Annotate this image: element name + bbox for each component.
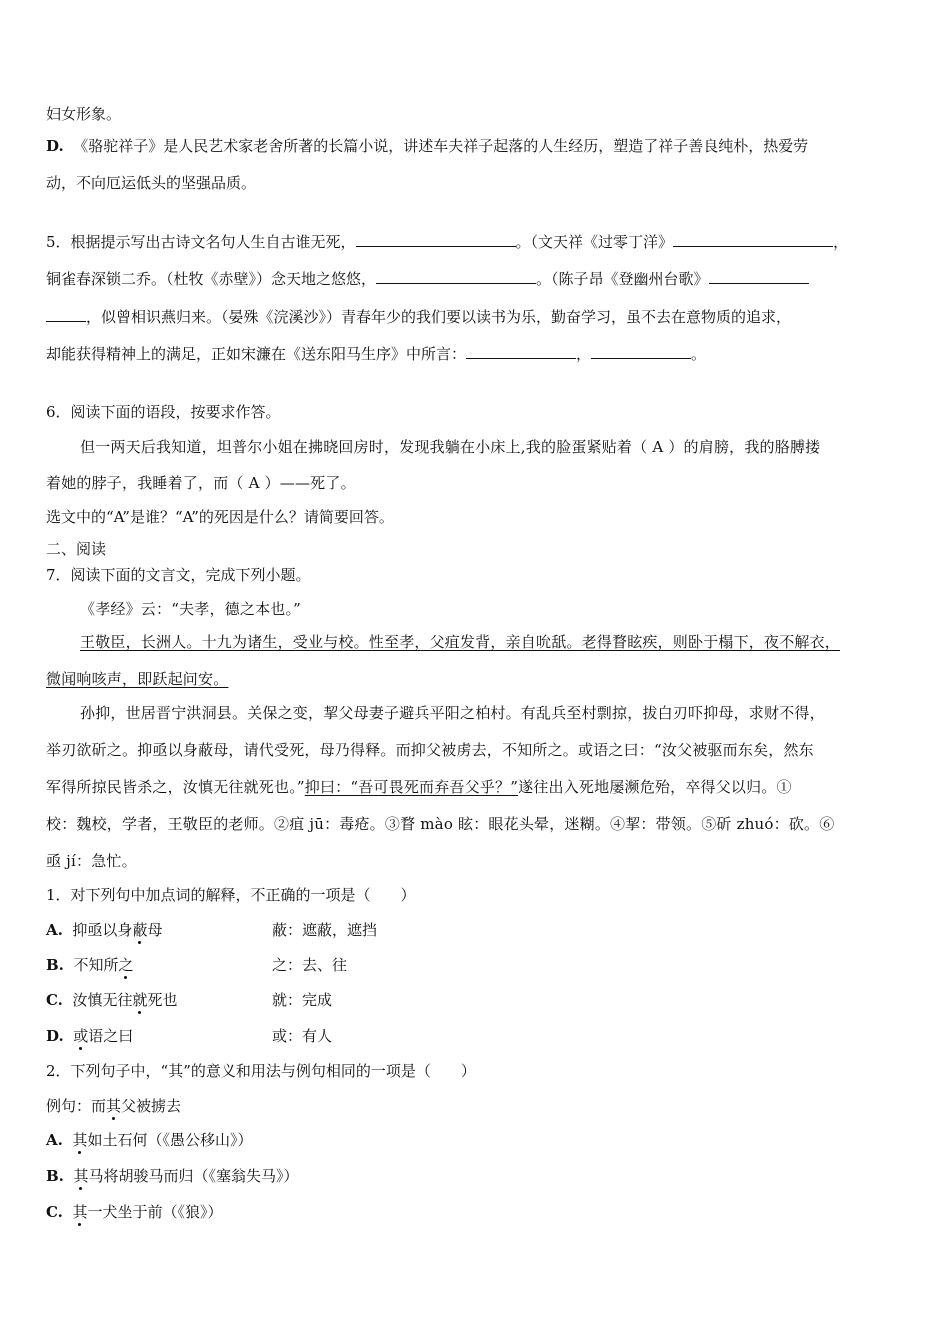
option-d-line: D. 《骆驼祥子》是人民艺术家老舍所著的长篇小说，讲述车夫祥子起落的人生经历，塑造了祥子善良纯朴，热爱劳 xyxy=(46,137,809,155)
answer-blank[interactable] xyxy=(673,231,833,247)
q6-question: 选文中的“A”是谁？“A”的死因是什么？请简要回答。 xyxy=(46,508,394,526)
option-b[interactable]: B. 其马将胡骏马而归（《塞翁失马》） xyxy=(46,1167,299,1185)
answer-blank[interactable] xyxy=(376,268,536,284)
section-heading: 二、阅读 xyxy=(46,540,107,558)
passage-line: 王敬臣，长洲人。十九为诸生，受业与校。性至孝，父疽发背，亲自吮舐。老得瞀眩疾，则卧于榻下，夜不解衣， xyxy=(80,633,841,651)
text-line: 妇女形象。 xyxy=(46,105,122,123)
answer-blank[interactable] xyxy=(466,343,576,359)
footnote-line: 亟 jí：急忙。 xyxy=(46,852,137,870)
passage-line: 微闻响咳声，即跃起问安。 xyxy=(46,670,229,688)
option-d[interactable]: D. 或语之曰 或：有人 xyxy=(46,1027,333,1045)
text-line: 动，不向厄运低头的坚强品质。 xyxy=(46,174,257,192)
passage-line: 举刃欲斫之。抑亟以身蔽母，请代受死，母乃得释。而抑父被虏去，不知所之。或语之曰：“汝父被驱而东矣，然东 xyxy=(46,741,814,759)
answer-blank[interactable] xyxy=(356,231,516,247)
option-a[interactable]: A. 抑亟以身蔽母 蔽：遮蔽，遮挡 xyxy=(46,921,378,939)
q6-title: 6．阅读下面的语段，按要求作答。 xyxy=(46,403,281,421)
q5-line-4: 却能获得精神上的满足，正如宋濂在《送东阳马生序》中所言： ， 。 xyxy=(46,345,707,363)
option-c[interactable]: C. 其一犬坐于前（《狼》） xyxy=(46,1203,223,1221)
q5-line-1: 5．根据提示写出古诗文名句人生自古谁无死， 。（文天祥《过零丁洋》 ， xyxy=(46,233,849,251)
footnote-line: 校：魏校，学者，王敬臣的老师。②疽 jū：毒疮。③瞀 mào 眩：眼花头晕，迷糊。④挈：带领。⑤斫 zhuó：砍。⑥ xyxy=(46,815,835,833)
option-b[interactable]: B. 不知所之 之：去、往 xyxy=(46,956,348,974)
answer-blank[interactable] xyxy=(46,306,86,322)
passage-line: 《孝经》云：“夫孝，德之本也。” xyxy=(80,600,302,618)
passage-line: 孙抑，世居晋宁洪洞县。关保之变，挈父母妻子避兵平阳之柏村。有乱兵至村剽掠，拔白刃吓抑母，求财不得， xyxy=(80,704,825,722)
passage-line: 军得所掠民皆杀之，汝慎无往就死也。”抑曰：“吾可畏死而弃吾父乎？”遂往出入死地屡濒危殆，卒得父以归。① xyxy=(46,778,792,796)
q5-line-3: ，似曾相识燕归来。（晏殊《浣溪沙》）青春年少的我们要以读书为乐，勤奋学习，虽不去在意物质的追求， xyxy=(46,306,791,327)
example-sentence: 例句：而其父被掳去 xyxy=(46,1097,182,1115)
subq1-stem: 1．对下列句中加点词的解释，不正确的一项是（ ） xyxy=(46,886,416,904)
option-c[interactable]: C. 汝慎无往就死也 就：完成 xyxy=(46,991,333,1009)
passage-line: 着她的脖子，我睡着了，而（ A ）——死了。 xyxy=(46,474,356,492)
q7-title: 7．阅读下面的文言文，完成下列小题。 xyxy=(46,566,311,584)
q5-line-2: 铜雀春深锁二乔。（杜牧《赤壁》）念天地之悠悠， 。（陈子昂《登幽州台歌》 xyxy=(46,268,809,289)
option-a[interactable]: A. 其如土石何（《愚公移山》） xyxy=(46,1131,253,1149)
answer-blank[interactable] xyxy=(709,268,809,284)
subq2-stem: 2．下列句子中，“其”的意义和用法与例句相同的一项是（ ） xyxy=(46,1062,476,1080)
passage-line: 但一两天后我知道，坦普尔小姐在拂晓回房时，发现我躺在小床上,我的脸蛋紧贴着（ A ）的肩膀，我的胳膊搂 xyxy=(80,438,821,456)
answer-blank[interactable] xyxy=(591,343,691,359)
